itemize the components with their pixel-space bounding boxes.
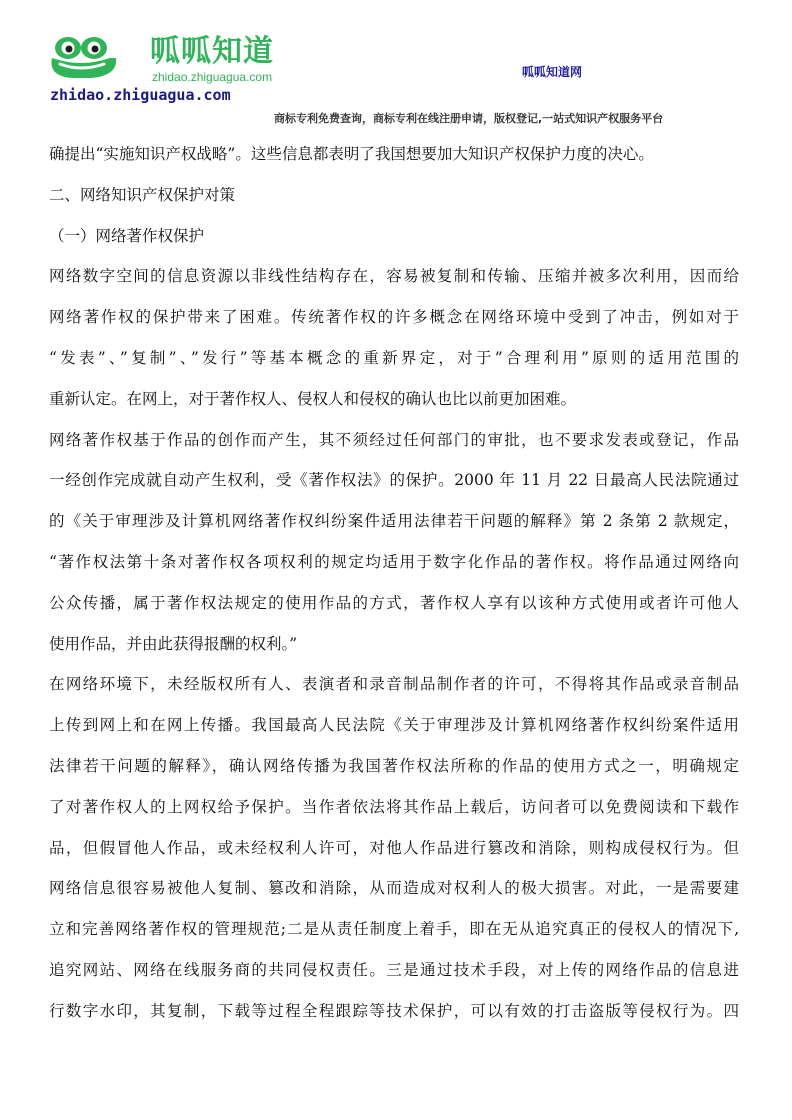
frog-icon bbox=[50, 36, 142, 80]
text-line: 上传到网上和在网上传播。我国最高人民法院《关于审理涉及计算机网络著作权纠纷案件适用 bbox=[49, 716, 739, 735]
section-heading: 二、网络知识产权保护对策 bbox=[49, 185, 236, 204]
site-logo[interactable] bbox=[50, 32, 290, 88]
logo-domain: zhidao.zhiguagua.com bbox=[152, 70, 273, 84]
text-line: 使用作品，并由此获得报酬的权利。” bbox=[49, 634, 298, 653]
document-body bbox=[49, 140, 749, 1038]
site-slogan: 商标专利免费查询，商标专利在线注册申请，版权登记,一站式知识产权服务平台 bbox=[274, 112, 664, 125]
text-line: 品，但假冒他人作品，或未经权利人许可，对他人作品进行篡改和消除，则构成侵权行为。但 bbox=[49, 838, 739, 857]
text-line: 确提出“实施知识产权战略”。这些信息都表明了我国想要加大知识产权保护力度的决心。 bbox=[49, 145, 654, 163]
text-line: 在网络环境下，未经版权所有人、表演者和录音制品制作者的许可，不得将其作品或录音制品 bbox=[49, 675, 739, 694]
text-line: 公众传播，属于著作权法规定的使用作品的方式，著作权人享有以该种方式使用或者许可他人 bbox=[49, 593, 739, 612]
text-line: 立和完善网络著作权的管理规范;二是从责任制度上着手，即在无从追究真正的侵权人的情况下, bbox=[49, 920, 739, 939]
logo-name: 呱呱知道 bbox=[150, 34, 274, 69]
text-line: 网络信息很容易被他人复制、篡改和消除，从而造成对权利人的极大损害。对此，一是需要建 bbox=[49, 879, 739, 898]
text-line: 网络著作权基于作品的创作而产生，其不须经过任何部门的审批，也不要求发表或登记，作品 bbox=[49, 430, 739, 449]
text-line: 重新认定。在网上，对于著作权人、侵权人和侵权的确认也比以前更加困难。 bbox=[49, 389, 577, 408]
site-url-link[interactable]: zhidao.zhiguagua.com bbox=[50, 86, 231, 104]
text-line: 网络数字空间的信息资源以非线性结构存在，容易被复制和传输、压缩并被多次利用，因而给 bbox=[49, 267, 739, 286]
site-name-link[interactable]: 呱呱知道网 bbox=[522, 65, 583, 79]
text-line: 的《关于审理涉及计算机网络著作权纠纷案件适用法律若干问题的解释》第 2 条第 2 款规定， bbox=[49, 512, 739, 531]
subsection-heading: （一）网络著作权保护 bbox=[49, 226, 205, 245]
text-line: 法律若干问题的解释》，确认网络传播为我国著作权法所称的作品的使用方式之一，明确规定 bbox=[49, 756, 739, 775]
text-line: 一经创作完成就自动产生权利，受《著作权法》的保护。2000 年 11 月 22 日最高人民法院通过 bbox=[49, 471, 739, 490]
text-line: 行数字水印，其复制，下载等过程全程跟踪等技术保护，可以有效的打击盗版等侵权行为。四 bbox=[49, 1001, 739, 1020]
text-line: 了对著作权人的上网权给予保护。当作者依法将其作品上载后，访问者可以免费阅读和下载作 bbox=[49, 797, 739, 816]
text-line: 网络著作权的保护带来了困难。传统著作权的许多概念在网络环境中受到了冲击，例如对于 bbox=[49, 308, 739, 327]
page-header bbox=[0, 0, 792, 135]
text-line: “发表”、”复制”、”发行”等基本概念的重新界定，对于”合理利用”原则的适用范围的 bbox=[49, 348, 739, 367]
text-line: 追究网站、网络在线服务商的共同侵权责任。三是通过技术手段，对上传的网络作品的信息进 bbox=[49, 960, 739, 979]
text-line: “著作权法第十条对著作权各项权利的规定均适用于数字化作品的著作权。将作品通过网络向 bbox=[49, 552, 739, 571]
